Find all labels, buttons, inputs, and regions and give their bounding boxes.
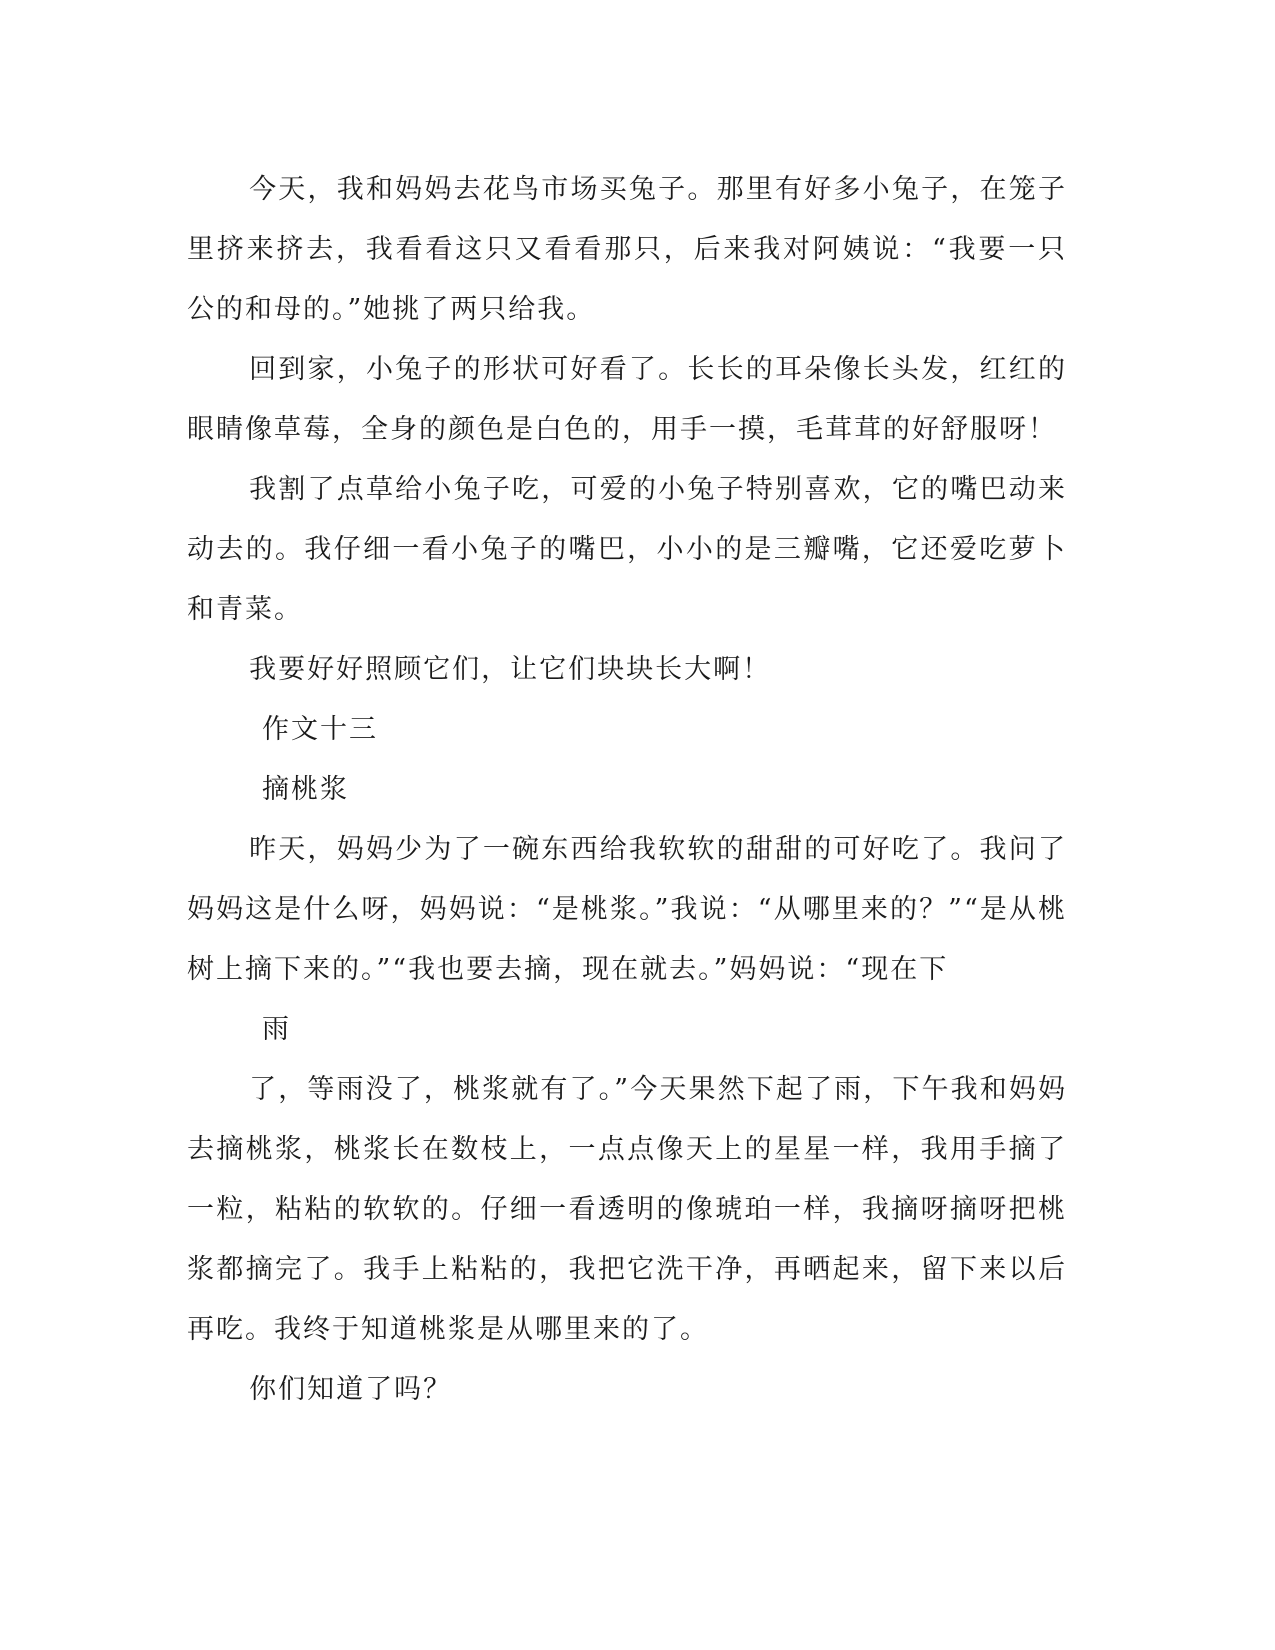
paragraph-yesterday: 昨天，妈妈少为了一碗东西给我软软的甜甜的可好吃了。我问了妈妈这是什么呀，妈妈说：“是桃浆。”我说：“从哪里来的？”“是从桃树上摘下来的。”“我也要去摘，现在就去。”妈妈说：“现在下 [187,834,1067,985]
paragraph-picking-peach-gum: 了，等雨没了，桃浆就有了。”今天果然下起了雨，下午我和妈妈去摘桃浆，桃浆长在数枝上，一点点像天上的星星一样，我用手摘了一粒，粘粘的软软的。仔细一看透明的像琥珀一样，我摘呀摘呀把桃浆都摘完了。我手上粘粘的，我把它洗干净，再晒起来，留下来以后再吃。我终于知道桃浆是从哪里来的了。 [187,1074,1067,1345]
paragraph-buy-rabbits: 今天，我和妈妈去花鸟市场买兔子。那里有好多小兔子，在笼子里挤来挤去，我看看这只又看看那只，后来我对阿姨说：“我要一只公的和母的。”她挑了两只给我。 [187,174,1067,325]
paragraph-take-care: 我要好好照顾它们，让它们块块长大啊！ [249,654,772,685]
essay-title: 摘桃浆 [262,774,349,805]
paragraph-rabbit-looks: 回到家，小兔子的形状可好看了。长长的耳朵像长头发，红红的眼睛像草莓，全身的颜色是白色的，用手一摸，毛茸茸的好舒服呀！ [187,354,1067,445]
paragraph-closing-question: 你们知道了吗？ [249,1374,453,1405]
paragraph-feeding-rabbits: 我割了点草给小兔子吃，可爱的小兔子特别喜欢，它的嘴巴动来动去的。我仔细一看小兔子的嘴巴，小小的是三瓣嘴，它还爱吃萝卜和青菜。 [187,474,1067,625]
paragraph-rain-word: 雨 [262,1014,291,1045]
essay-label: 作文十三 [262,714,378,745]
document-body [187,160,1067,1420]
